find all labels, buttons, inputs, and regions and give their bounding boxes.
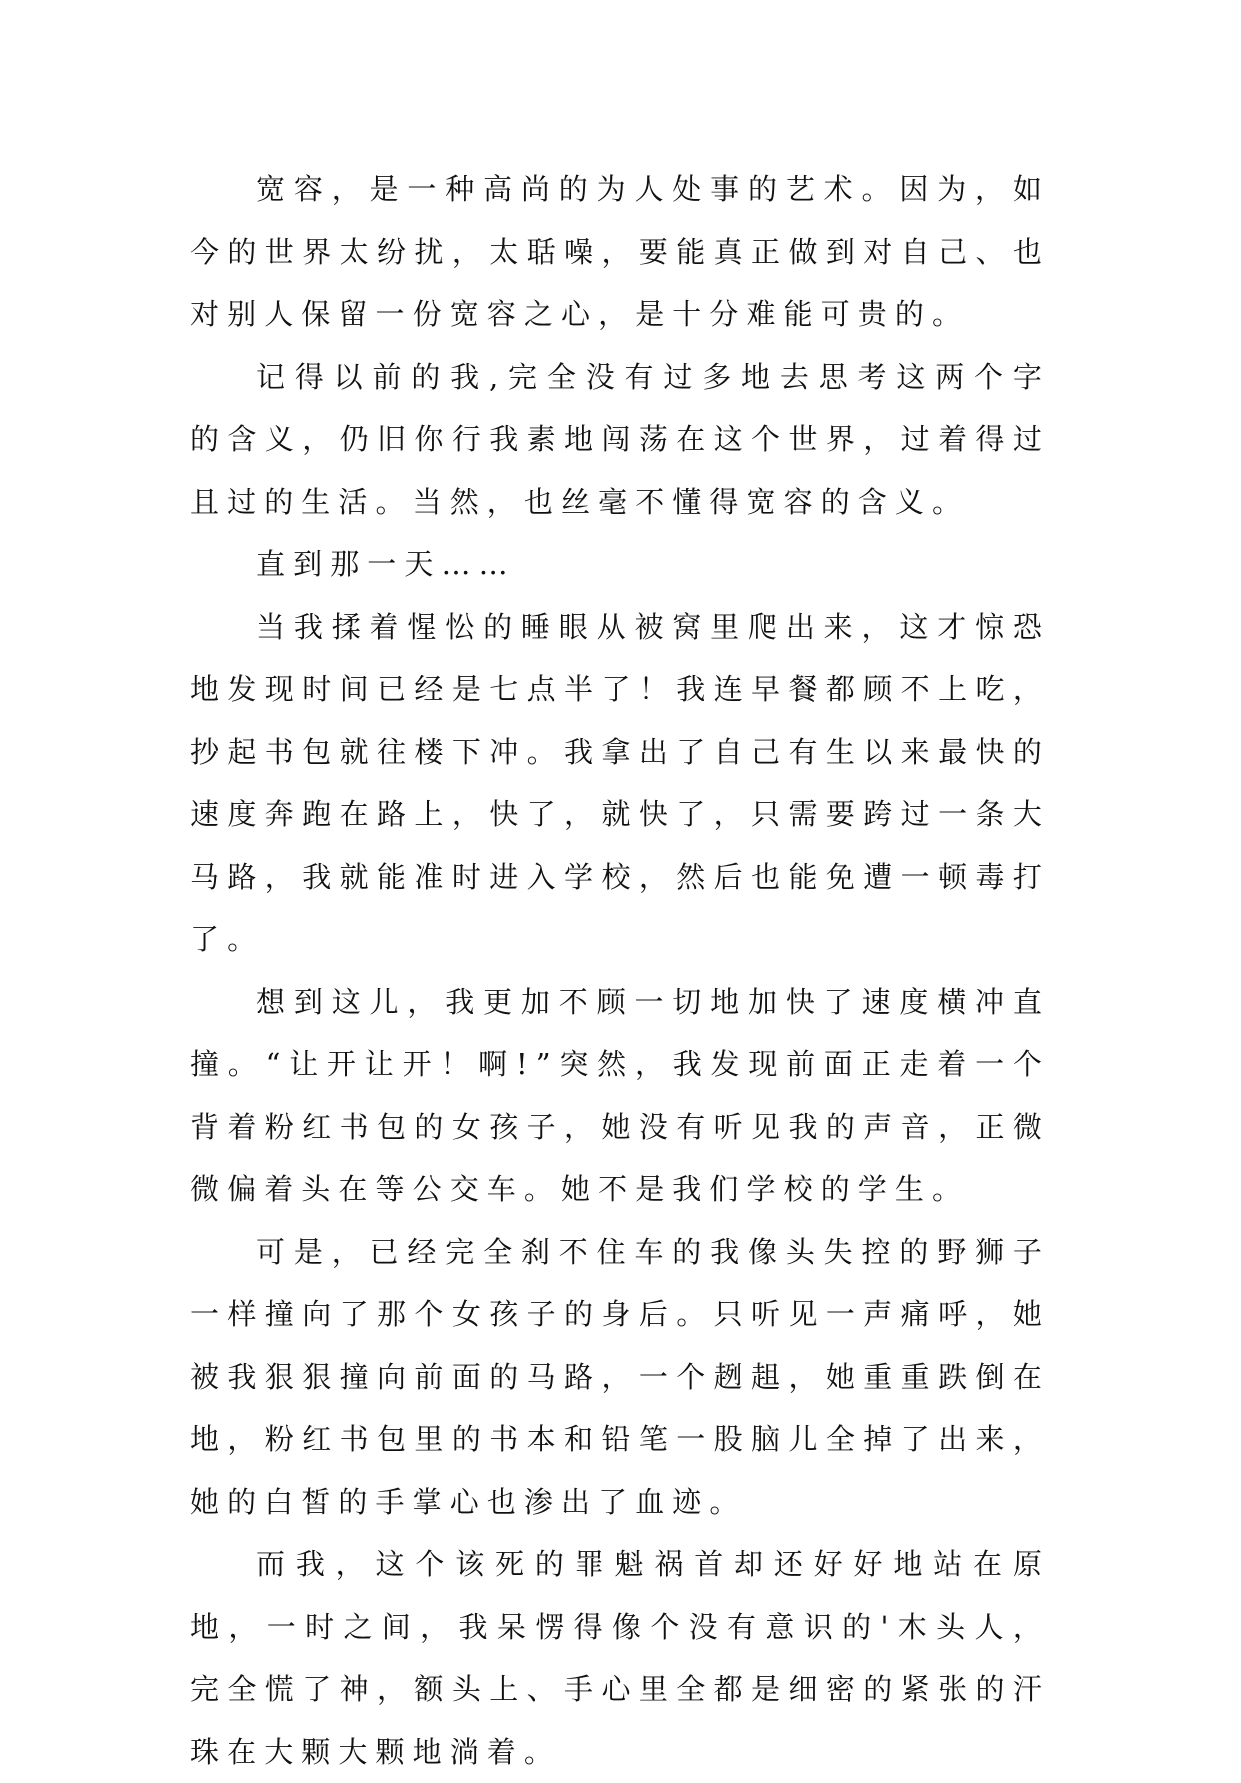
paragraph-4: 当我揉着惺忪的睡眼从被窝里爬出来，这才惊恐地发现时间已经是七点半了！我连早餐都顾不上吃，抄起书包就往楼下冲。我拿出了自己有生以来最快的速度奔跑在路上，快了，就快了，只需要跨过一条大马路，我就能准时进入学校，然后也能免遭一顿毒打了。: [190, 609, 1050, 956]
paragraph-7: 而我，这个该死的罪魁祸首却还好好地站在原地，一时之间，我呆愣得像个没有意识的'木头人，完全慌了神，额头上、手心里全都是细密的紧张的汗珠在大颗大颗地淌着。: [190, 1547, 1050, 1769]
paragraph-6: 可是，已经完全刹不住车的我像头失控的野狮子一样撞向了那个女孩子的身后。只听见一声痛呼，她被我狠狠撞向前面的马路，一个趔趄，她重重跌倒在地，粉红书包里的书本和铅笔一股脑儿全掉了出来，她的白皙的手掌心也渗出了血迹。: [190, 1234, 1050, 1519]
essay-body: [190, 158, 1050, 1783]
paragraph-5: 想到这儿，我更加不顾一切地加快了速度横冲直撞。“让开让开！啊!”突然，我发现前面正走着一个背着粉红书包的女孩子，她没有听见我的声音，正微微偏着头在等公交车。她不是我们学校的学生。: [190, 984, 1050, 1206]
paragraph-3: 直到那一天……: [256, 547, 516, 581]
paragraph-2: 记得以前的我,完全没有过多地去思考这两个字的含义，仍旧你行我素地闯荡在这个世界，过着得过且过的生活。当然，也丝毫不懂得宽容的含义。: [190, 359, 1050, 519]
paragraph-1: 宽容，是一种高尚的为人处事的艺术。因为，如今的世界太纷扰，太聒噪，要能真正做到对自己、也对别人保留一份宽容之心，是十分难能可贵的。: [190, 172, 1050, 331]
